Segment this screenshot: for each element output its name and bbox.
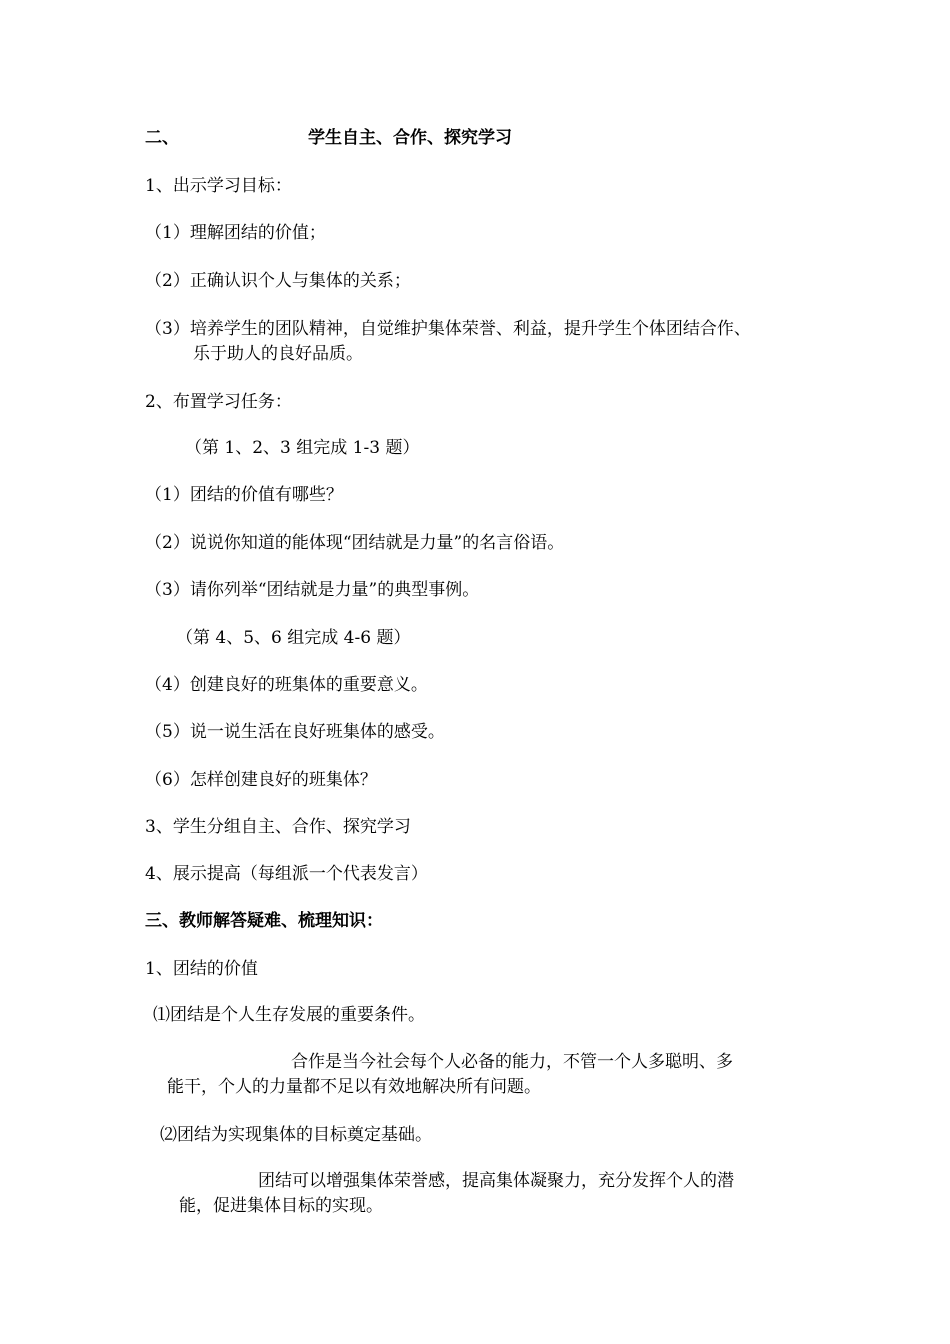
section-3-title: 三、教师解答疑难、梳理知识： <box>145 911 383 931</box>
goal-2: （2）正确认识个人与集体的关系； <box>145 271 411 291</box>
item-4: 4、展示提高（每组派一个代表发言） <box>145 864 428 884</box>
item-2-heading: 2、布置学习任务： <box>145 392 292 412</box>
group-b-note: （第 4、5、6 组完成 4-6 题） <box>176 628 411 648</box>
value-point-1-line-1: 合作是当今社会每个人必备的能力，不管一个人多聪明、多 <box>291 1052 733 1072</box>
goal-3-continuation: 乐于助人的良好品质。 <box>193 344 363 364</box>
section-2-title: 学生自主、合作、探究学习 <box>308 128 512 148</box>
question-5: （5）说一说生活在良好班集体的感受。 <box>145 722 445 742</box>
question-3: （3）请你列举“团结就是力量”的典型事例。 <box>145 580 480 600</box>
question-4: （4）创建良好的班集体的重要意义。 <box>145 675 428 695</box>
goal-1: （1）理解团结的价值； <box>145 223 326 243</box>
value-point-2-title: ⑵团结为实现集体的目标奠定基础。 <box>160 1125 432 1145</box>
question-6: （6）怎样创建良好的班集体？ <box>145 770 377 790</box>
question-1: （1）团结的价值有哪些？ <box>145 485 343 505</box>
item-1-heading: 1、出示学习目标： <box>145 176 292 196</box>
value-point-1-title: ⑴团结是个人生存发展的重要条件。 <box>153 1005 425 1025</box>
value-point-1-line-2: 能干，个人的力量都不足以有效地解决所有问题。 <box>167 1077 541 1097</box>
section-2-number: 二、 <box>145 128 179 148</box>
value-point-2-line-2: 能，促进集体目标的实现。 <box>179 1196 383 1216</box>
group-a-note: （第 1、2、3 组完成 1-3 题） <box>185 438 420 458</box>
question-2: （2）说说你知道的能体现“团结就是力量”的名言俗语。 <box>145 533 565 553</box>
value-point-2-line-1: 团结可以增强集体荣誉感，提高集体凝聚力，充分发挥个人的潜 <box>258 1171 734 1191</box>
goal-3: （3）培养学生的团队精神，自觉维护集体荣誉、利益，提升学生个体团结合作、 <box>145 319 751 339</box>
value-heading: 1、团结的价值 <box>145 959 258 979</box>
item-3: 3、学生分组自主、合作、探究学习 <box>145 817 411 837</box>
